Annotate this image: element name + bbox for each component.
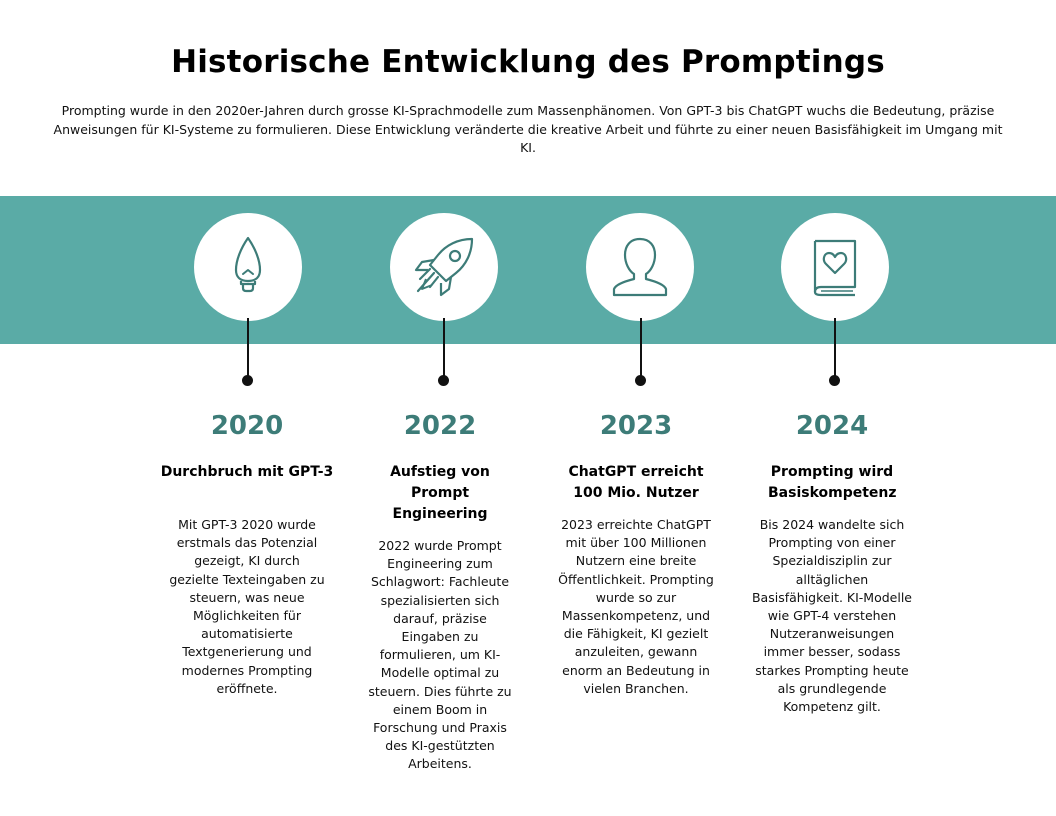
timeline-band xyxy=(0,196,1056,344)
timeline-icon-circle-2020 xyxy=(194,213,302,321)
timeline-year: 2023 xyxy=(599,411,673,441)
timeline-entry-2023 xyxy=(546,408,726,698)
timeline-dot xyxy=(829,375,840,386)
timeline-description: 2023 erreichte ChatGPT mit über 100 Millionen Nutzern eine breite Öffentlichkeit. Prompting wurde so zur Massenkompetenz, und die Fähigkeit, KI gezielt anzuleiten, gewann enorm an Bedeutung in vielen Branchen. xyxy=(558,517,714,696)
timeline-heading: Durchbruch mit GPT-3 xyxy=(160,464,334,480)
timeline-connector xyxy=(443,318,445,380)
person-icon xyxy=(608,235,672,299)
timeline-dot xyxy=(438,375,449,386)
timeline-entry-2020 xyxy=(157,408,337,698)
timeline-connector xyxy=(834,318,836,380)
timeline-year: 2022 xyxy=(403,411,477,441)
timeline-connector xyxy=(640,318,642,380)
timeline-description: Bis 2024 wandelte sich Prompting von einer Spezialdisziplin zur alltäglichen Basisfähigkeit. KI-Modelle wie GPT-4 verstehen Nutzeranweisungen immer besser, sodass starkes Prompting heute als grundlegende Kompetenz gilt. xyxy=(751,517,913,715)
timeline-dot xyxy=(242,375,253,386)
timeline-icon-circle-2024 xyxy=(781,213,889,321)
timeline-description: Mit GPT-3 2020 wurde erstmals das Potenzial gezeigt, KI durch gezielte Texteingaben zu steuern, was neue Möglichkeiten für automatisierte Textgenerierung und modernes Prompting eröffnete. xyxy=(169,517,325,696)
timeline-entry-2024 xyxy=(742,408,922,716)
timeline-icon-circle-2023 xyxy=(586,213,694,321)
timeline-year: 2024 xyxy=(795,411,869,441)
rocket-icon xyxy=(412,235,476,299)
timeline-heading: ChatGPT erreicht 100 Mio. Nutzer xyxy=(568,464,704,501)
timeline-description: 2022 wurde Prompt Engineering zum Schlagwort: Fachleute spezialisierten sich darauf, präzise Eingaben zu formulieren, um KI-Modelle optimal zu steuern. Dies führte zu einem Boom in Forschung und Praxis des KI-gestützten Arbeitens. xyxy=(368,538,512,772)
timeline-heading: Prompting wird Basiskompetenz xyxy=(768,464,897,501)
timeline-dot xyxy=(635,375,646,386)
timeline-connector xyxy=(247,318,249,380)
timeline-icon-circle-2022 xyxy=(390,213,498,321)
lightbulb-icon xyxy=(223,232,273,302)
book-heart-icon xyxy=(807,235,863,299)
timeline-year: 2020 xyxy=(210,411,284,441)
timeline-heading: Aufstieg von Prompt Engineering xyxy=(390,464,490,522)
timeline-entry-2022 xyxy=(350,408,530,774)
intro-paragraph: Prompting wurde in den 2020er-Jahren durch grosse KI-Sprachmodelle zum Massenphänomen. Von GPT-3 bis ChatGPT wuchs die Bedeutung, präzise Anweisungen für KI-Systeme zu formulieren. Diese Entwicklung veränderte die kreative Arbeit und führte zu einer neuen Basisfähigkeit im Umgang mit KI. xyxy=(53,103,1003,155)
page-title: Historische Entwicklung des Promptings xyxy=(171,44,885,80)
